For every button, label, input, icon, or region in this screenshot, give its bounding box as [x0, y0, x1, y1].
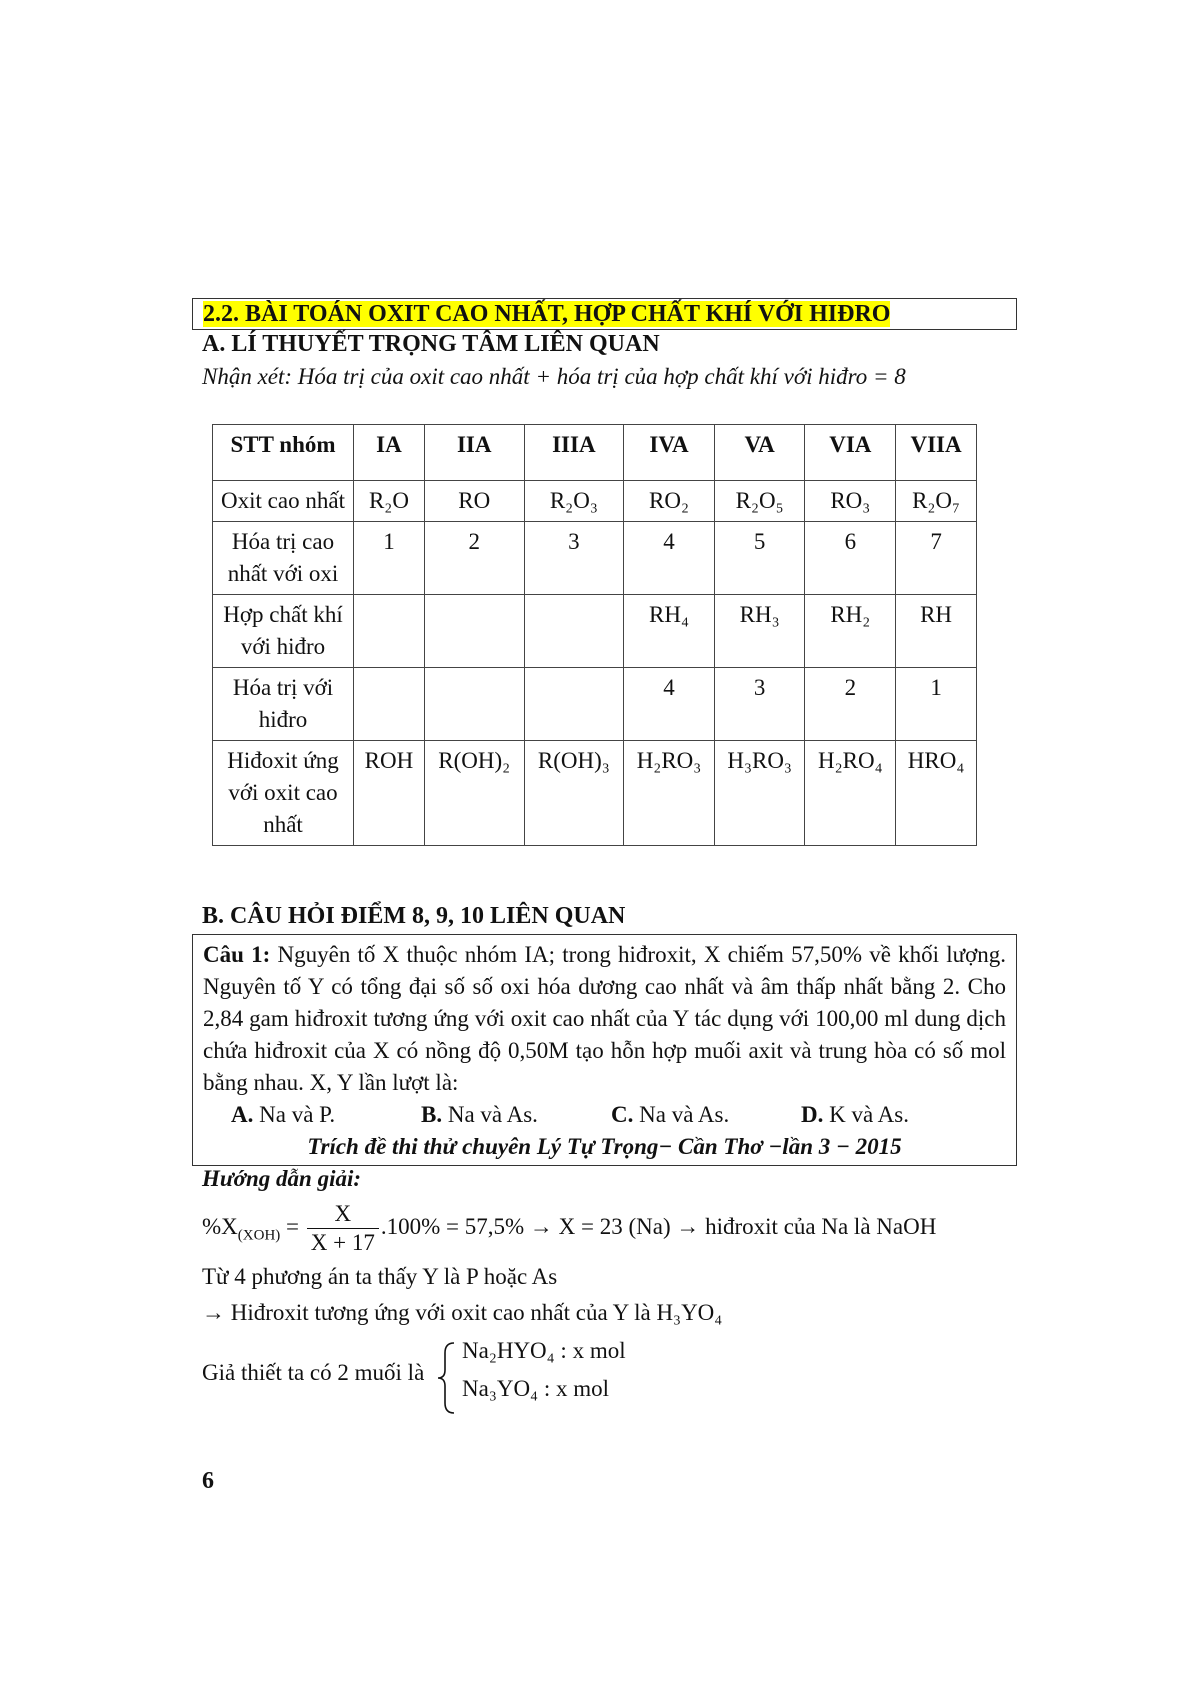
page-number: 6	[202, 1468, 214, 1494]
table-row-oxide	[213, 481, 977, 522]
section-title: 2.2. BÀI TOÁN OXIT CAO NHẤT, HỢP CHẤT KHÍ VỚI HIĐRO	[203, 301, 891, 327]
row-label: Hợp chất khí với hiđro	[213, 595, 354, 668]
option-text: Na và As.	[639, 1102, 730, 1127]
question-box	[192, 934, 1017, 1166]
heading-a: A. LÍ THUYẾT TRỌNG TÂM LIÊN QUAN	[202, 331, 660, 357]
option-key: A.	[231, 1102, 254, 1127]
table-cell: RH₃	[714, 595, 805, 668]
left-brace-icon	[436, 1341, 458, 1415]
heading-b: B. CÂU HỎI ĐIỂM 8, 9, 10 LIÊN QUAN	[202, 903, 626, 929]
salt-1: Na₂HYO₄ : x mol	[462, 1338, 626, 1363]
solution-equation	[202, 1200, 936, 1257]
table-cell: 2	[424, 522, 524, 595]
table-cell: 1	[354, 522, 425, 595]
option-key: B.	[421, 1102, 443, 1127]
answer-options	[231, 1099, 1006, 1131]
table-cell: R₂O₃	[524, 481, 624, 522]
table-cell: R₂O	[354, 481, 425, 522]
question-text: Nguyên tố X thuộc nhóm IA; trong hiđroxit, X chiếm 57,50% về khối lượng. Nguyên tố Y có tổng đại số số oxi hóa dương cao nhất và âm thấp nhất bằng 2. Cho 2,84 gam hiđroxit tương ứng với oxit cao nhất của Y tác dụng với 100,00 ml dung dịch chứa hiđroxit của X có nồng độ 0,50M tạo hỗn hợp muối axit và trung hòa có số mol bằng nhau. X, Y lần lượt là:	[203, 942, 1006, 1095]
option-text: Na và P.	[259, 1102, 336, 1127]
solution-title: Hướng dẫn giải:	[202, 1166, 362, 1191]
table-row-hydrogen-compound	[213, 595, 977, 668]
table-cell: RH₂	[805, 595, 896, 668]
table-cell: H₂RO₃	[624, 741, 715, 846]
option-c[interactable]	[611, 1099, 801, 1131]
table-cell: R(OH)₂	[424, 741, 524, 846]
salt-2: Na₃YO₄ : x mol	[462, 1376, 609, 1401]
table-cell: HRO₄	[896, 741, 977, 846]
section-title-box	[192, 298, 1017, 330]
eq-rest: .100% = 57,5% → X = 23 (Na) → hiđroxit của Na là NaOH	[380, 1213, 937, 1239]
table-cell	[424, 595, 524, 668]
table-cell: R₂O₅	[714, 481, 805, 522]
table-cell: H₃RO₃	[714, 741, 805, 846]
solution-line-3: → Hiđroxit tương ứng với oxit cao nhất của Y là H₃YO₄	[202, 1300, 723, 1325]
table-cell: H₂RO₄	[805, 741, 896, 846]
table-cell: RO	[424, 481, 524, 522]
table-cell	[524, 595, 624, 668]
option-text: Na và As.	[447, 1102, 538, 1127]
table-header: IA	[354, 425, 425, 481]
table-cell: ROH	[354, 741, 425, 846]
table-cell: 3	[524, 522, 624, 595]
fraction-numerator: X	[307, 1200, 379, 1229]
option-text: K và As.	[829, 1102, 909, 1127]
table-cell	[354, 668, 425, 741]
solution-line-2: Từ 4 phương án ta thấy Y là P hoặc As	[202, 1264, 558, 1289]
table-cell: RH	[896, 595, 977, 668]
table-cell: R₂O₇	[896, 481, 977, 522]
table-header: IIIA	[524, 425, 624, 481]
table-header: IIA	[424, 425, 524, 481]
option-key: C.	[611, 1102, 634, 1127]
table-cell: 3	[714, 668, 805, 741]
table-cell: 5	[714, 522, 805, 595]
table-cell	[424, 668, 524, 741]
table-cell: 4	[624, 522, 715, 595]
fraction	[307, 1200, 379, 1257]
table-row-hydroxide	[213, 741, 977, 846]
table-cell: RO₃	[805, 481, 896, 522]
option-b[interactable]	[421, 1099, 611, 1131]
table-cell	[354, 595, 425, 668]
solution-line-4: Giả thiết ta có 2 muối là	[202, 1360, 425, 1385]
table-cell: RH₄	[624, 595, 715, 668]
option-d[interactable]	[801, 1099, 991, 1131]
table-header: VA	[714, 425, 805, 481]
row-label: Hóa trị với hiđro	[213, 668, 354, 741]
row-label: Oxit cao nhất	[213, 481, 354, 522]
table-header: VIIA	[896, 425, 977, 481]
table-row-valence-oxygen	[213, 522, 977, 595]
table-cell: 7	[896, 522, 977, 595]
table-cell: 6	[805, 522, 896, 595]
option-a[interactable]	[231, 1099, 421, 1131]
table-cell: R(OH)₃	[524, 741, 624, 846]
option-key: D.	[801, 1102, 824, 1127]
row-label: Hóa trị cao nhất với oxi	[213, 522, 354, 595]
note: Nhận xét: Hóa trị của oxit cao nhất + hóa trị của hợp chất khí với hiđro = 8	[202, 364, 906, 389]
table-cell: 4	[624, 668, 715, 741]
table-cell: 2	[805, 668, 896, 741]
question-source: Trích đề thi thử chuyên Lý Tự Trọng− Cần Thơ −lần 3 − 2015	[307, 1134, 902, 1159]
fraction-denominator: X + 17	[310, 1230, 375, 1255]
table-row-valence-hydrogen	[213, 668, 977, 741]
table-header: STT nhóm	[213, 425, 354, 481]
table-header-row	[213, 425, 977, 481]
eq-prefix: %X	[202, 1213, 238, 1239]
table-header: IVA	[624, 425, 715, 481]
table-cell: RO₂	[624, 481, 715, 522]
question-text-block	[203, 939, 1006, 1099]
eq-equals: =	[280, 1213, 305, 1239]
question-label: Câu 1:	[203, 942, 271, 967]
eq-subscript: (XOH)	[237, 1227, 281, 1244]
valence-table	[212, 424, 977, 846]
table-cell: 1	[896, 668, 977, 741]
table-cell	[524, 668, 624, 741]
table-header: VIA	[805, 425, 896, 481]
row-label: Hiđoxit ứng với oxit cao nhất	[213, 741, 354, 846]
